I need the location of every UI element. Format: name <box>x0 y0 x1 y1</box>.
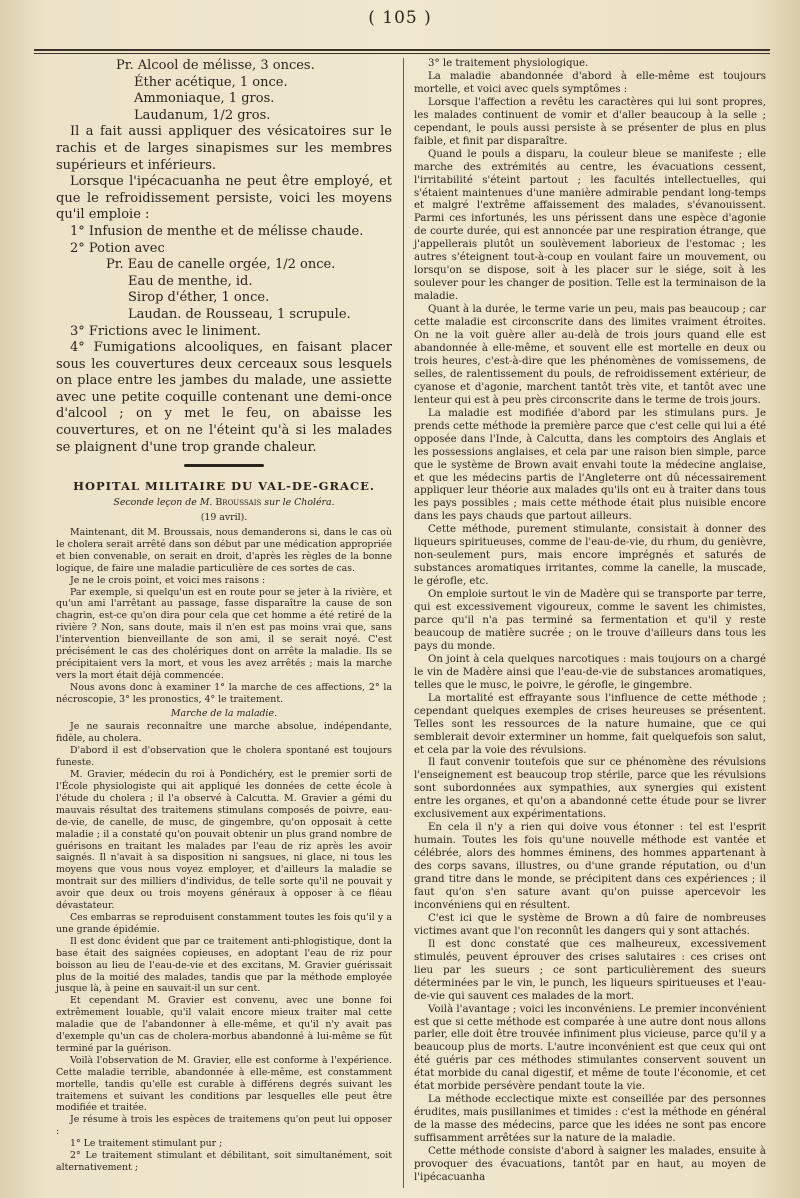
paragraph: Je ne saurais reconnaître une marche absolue, indépendante, fidèle, au cholera. <box>56 721 392 745</box>
page-number: ( 105 ) <box>368 8 432 28</box>
paragraph: En cela il n'y a rien qui doive vous étonner : tel est l'esprit humain. Toutes les fois qu'une nouvelle méthode est vantée et célébrée, alors des hommes éminens, des hommes appartenant à des corps savans, illustres, ou d'une grande réputation, ou d'un grand titre dans le monde, se précipitent dans ces expériences ; il faut qu'on s'en sature avant qu'on puisse apercevoir les inconvéniens qui en résultent. <box>414 822 766 911</box>
paragraph: M. Gravier, médecin du roi à Pondichéry, est le premier sorti de l'École physiologiste qui ait appliqué les données de cette école à l'étude du cholera ; il l'a observé à Calcutta. M. Gravier a gémi du mauvais résultat des traitemens stimulans composés de poivre, eau-de-vie, de canelle, de musc, de gingembre, qu'on opposait à cette maladie ; il a constaté qu'on pouvait obtenir un plus grand nombre de guérisons en traitant les malades par l'eau de riz après les avoir saignés. Il n'avait à sa disposition ni sangsues, ni glace, ni tous les moyens que vous nous voyez employer, et d'ailleurs la maladie se montrait sur des milliers d'individus, de telle sorte qu'il ne pouvait y avoir que deux ou trois moyens généraux à opposer à ce fléau dévastateur. <box>56 769 392 912</box>
list-item: 2° Le traitement stimulant et débilitant, soit simultanément, soit alternativement ; <box>56 1150 392 1173</box>
paragraph: Quant à la durée, le terme varie un peu, mais pas beaucoup ; car cette maladie est circonscrite dans des limites vraiment étroites. On ne la voit guère aller au-delà de trois jours quand elle est abandonnée à elle-même, et souvent elle est mortelle en deux ou trois heures, c'est-à-dire que les phénomènes de vomissemens, de selles, de ralentissement du pouls, de refroidissement extérieur, de cyanose et d'agonie, marchent tantôt très vite, et tantôt avec une lenteur qui est à peu près circonscrite dans le terme de trois jours. <box>414 304 766 406</box>
rx-line: Eau de menthe, id. <box>128 273 253 289</box>
paragraph: La maladie est modifiée d'abord par les stimulans purs. Je prends cette méthode la première parce que c'est celle qui lui a été opposée dans l'Inde, à Calcutta, dans les comptoirs des Anglais et les possessions anglaises, et cela par une raison bien simple, parce que le système de Brown avait envahi toute la médecine anglaise, et que les médecins partis de l'Angleterre ont dû nécessairement appliquer leur théorie aux malades qu'ils ont eu à traiter dans tous les pays possibles ; mais cette méthode était plus nuisible encore dans les pays chauds que partout ailleurs. <box>414 407 766 523</box>
lesson-author: Broussais <box>215 497 262 509</box>
section-separator <box>184 464 264 467</box>
paragraph: Il est donc évident que par ce traitement anti-phlogistique, dont la base était des saignées copieuses, en adoptant l'eau de riz pour boisson au lieu de l'eau-de-vie et des excitans, M. Gravier guérissait plus de la moitié des malades, tandis que par la méthode employée jusque là, à peine en sauvait-il un sur cent. <box>56 935 392 995</box>
paragraph: Lorsque l'affection a revêtu les caractères qui lui sont propres, les malades continuent de vomir et d'aller beaucoup à la selle ; cependant, le pouls aussi persiste à se présenter de plus en plus faible, et finit par disparaître. <box>414 96 766 147</box>
paragraph: Il a fait aussi appliquer des vésicatoires sur le rachis et de larges sinapismes sur les membres supérieurs et inférieurs. <box>56 124 392 173</box>
list-item: 2° Potion avec <box>70 240 165 256</box>
paragraph: Voilà l'observation de M. Gravier, elle est conforme à l'expérience. Cette maladie terrible, abandonnée à elle-même, est constamment mortelle, tandis qu'elle est curable à différens degrés suivant les traitemens et suivant les conditions par lesquelles elle peut être modifiée et traitée. <box>56 1054 392 1114</box>
paragraph: La maladie abandonnée d'abord à elle-même est toujours mortelle, et voici avec quels symptômes : <box>414 70 766 95</box>
rx-line: Pr. Eau de canelle orgée, 1/2 once. <box>106 257 336 273</box>
rx-line: Sirop d'éther, 1 once. <box>128 290 270 306</box>
paragraph: On joint à cela quelques narcotiques : mais toujours on a chargé le vin de Madère ainsi que l'eau-de-vie de substances aromatiques, telles que le musc, le poivre, le gérofle, le gingembre. <box>414 653 766 691</box>
paragraph: Lorsque l'ipécacuanha ne peut être employé, et que le refroidissement persiste, voici les moyens qu'il emploie : <box>56 174 392 223</box>
list-item: 1° Infusion de menthe et de mélisse chaude. <box>70 223 364 239</box>
lesson-title-prefix: Seconde leçon de M. <box>113 497 213 509</box>
lesson-title <box>56 497 392 509</box>
list-item: 3° le traitement physiologique. <box>428 58 589 69</box>
prescription-1 <box>116 58 392 124</box>
subsection-heading: Marche de la maladie. <box>170 707 278 719</box>
rx-line: Pr. Alcool de mélisse, 3 onces. <box>116 58 315 73</box>
rx-line: Laudan. de Rousseau, 1 scrupule. <box>128 306 351 322</box>
lesson-title-suffix: sur le Choléra. <box>264 497 335 509</box>
header-rule-thin <box>34 53 770 54</box>
paragraph: Il est donc constaté que ces malheureux, excessivement stimulés, peuvent éprouver des crises salutaires : ces crises ont lieu par les sueurs ; ce sont particulièrement des sueurs déterminées par le vin, le punch, les liqueurs spiritueuses et l'eau-de-vie qui sauvent ces malades de la mort. <box>414 938 766 1002</box>
paragraph: On emploie surtout le vin de Madère qui se transporte par terre, qui est excessivement vigoureux, comme le savent les chimistes, parce qu'il n'a pas terminé sa fermentation et qu'il y reste beaucoup de matière sucrée ; on le trouve d'ailleurs dans tous les pays du monde. <box>414 589 766 652</box>
column-divider <box>403 58 404 1188</box>
paragraph: La méthode ecclectique mixte est conseillée par des personnes érudites, mais pusillanimes et timides : c'est la méthode en général de la masse des médecins, parce que les idées ne sont pas encore suffisamment arrêtées sur la nature de la maladie. <box>414 1094 766 1145</box>
paragraph: Quand le pouls a disparu, la couleur bleue se manifeste ; elle marche des extrémités au centre, les évacuations cessent, l'irritabilité s'éteint partout ; les facultés intellectuelles, qui s'étaient maintenues d'une manière admirable pendant long-temps et malgré l'extrême affaissement des malades, s'évanouissent. Parmi ces infortunés, les uns périssent dans une espèce d'agonie de courte durée, qui est annoncée par une respiration étrange, que j'appellerais plutôt un soulèvement laborieux de l'estomac ; les autres s'éteignent tout-à-coup en voulant faire un mouvement, ou lorsqu'on se dispose, soit à les placer sur le siége, soit à les soulever pour les changer de position. Telle est la terminaison de la maladie. <box>414 148 766 303</box>
paragraph: Cette méthode, purement stimulante, consistait à donner des liqueurs spiritueuses, comme de l'eau-de-vie, du rhum, du genièvre, non-seulement purs, mais encore imprégnés et saturés de substances aromatiques irritantes, comme la canelle, la muscade, le gérofle, etc. <box>414 524 766 588</box>
paragraph: Ces embarras se reproduisent constamment toutes les fois qu'il y a une grande épidémie. <box>56 911 392 935</box>
paragraph: C'est ici que le système de Brown a dû faire de nombreuses victimes avant que l'on reconnût les dangers qui y sont attachés. <box>414 912 766 937</box>
rx-line: Éther acétique, 1 once. <box>134 74 288 90</box>
rx-line: Laudanum, 1/2 gros. <box>134 107 271 123</box>
header-rule-thick <box>34 49 770 51</box>
prescription-2 <box>106 257 392 323</box>
paragraph: Nous avons donc à examiner 1° la marche de ces affections, 2° la nécroscopie, 3° les pronostics, 4° le traitement. <box>56 681 392 705</box>
section-heading: HOPITAL MILITAIRE DU VAL-DE-GRACE. <box>73 479 375 494</box>
paragraph: Je ne le crois point, et voici mes raisons : <box>70 574 266 586</box>
paragraph: Je résume à trois les espèces de traitemens qu'on peut lui opposer : <box>56 1114 392 1138</box>
paragraph: Il faut convenir toutefois que sur ce phénomène des révulsions l'enseignement est beaucoup trop stérile, parce que les révulsions sont subordonnées aux sympathies, aux synergies qui existent entre les organes, et qu'on a abandonné cette étude pour se livrer exclusivement aux expérimentations. <box>414 757 766 821</box>
paragraph: Maintenant, dit M. Broussais, nous demanderons si, dans le cas où le cholera serait arrêté dans son début par une médication appropriée et bien convenable, on serait en droit, d'après les règles de la bonne logique, de faire une maladie particulière de ces sortes de cas. <box>56 526 392 574</box>
left-column <box>56 58 392 1174</box>
rx-line: Ammoniaque, 1 gros. <box>134 91 275 107</box>
paragraph: Et cependant M. Gravier est convenu, avec une bonne foi extrêmement louable, qu'il valait encore mieux traiter mal cette maladie que de l'abandonner à elle-même, et qu'il n'y avait pas d'exemple qu'un cas de cholera-morbus abandonné à lui-même se fût terminé par la guérison. <box>56 995 392 1054</box>
list-item: 3° Frictions avec le liniment. <box>70 323 261 339</box>
right-column <box>414 58 766 1185</box>
list-item: 4° Fumigations alcooliques, en faisant placer sous les couvertures deux cerceaux sous lesquels on place entre les jambes du malade, une assiette avec une petite coquille contenant une demi-once d'alcool ; on y met le feu, on abaisse les couvertures, et on ne l'éteint qu'à si les malades se plaignent d'une trop grande chaleur. <box>56 340 392 455</box>
list-item: 1° Le traitement stimulant pur ; <box>70 1138 223 1150</box>
paragraph: Voilà l'avantage ; voici les inconvéniens. Le premier inconvénient est que si cette méthode est comparée à une autre dont nous allons parler, elle doit être trouvée infiniment plus vicieuse, parce qu'il y a beaucoup plus de morts. L'autre inconvénient est que ceux qui ont été guéris par ces méthodes stimulantes conservent souvent un état morbide du canal digestif, et même de toute l'économie, et cet état morbide persévère pendant toute la vie. <box>414 1003 766 1093</box>
paragraph: Cette méthode consiste d'abord à saigner les malades, ensuite à provoquer des évacuations, tantôt par en haut, au moyen de l'ipécacuanha <box>414 1146 766 1183</box>
paragraph: D'abord il est d'observation que le cholera spontané est toujours funeste. <box>56 745 392 769</box>
paragraph: La mortalité est effrayante sous l'influence de cette méthode ; cependant quelques exemples de crises heureuses se présentent. Telles sont les ressources de la nature humaine, que ce qui semblerait devoir exterminer un homme, fait quelquefois son salut, et cela par la voie des révulsions. <box>414 692 766 756</box>
paragraph: Par exemple, si quelqu'un est en route pour se jeter à la rivière, et qu'un ami l'arrêtant au passage, fasse disparaître la cause de son chagrin, est-ce qu'on dira pour cela que cet homme a été retiré de la rivière ? Non, sans doute, mais il n'en est pas moins vrai que, sans l'intervention bienveillante de son ami, il se serait noyé. C'est précisément le cas des cholériques dont on arrête la maladie. Ils se précipitaient vers la mort, et vous les avez arrêtés ; mais la marche vers la mort était déjà commencée. <box>56 586 392 681</box>
lesson-date: (19 avril). <box>200 512 248 524</box>
